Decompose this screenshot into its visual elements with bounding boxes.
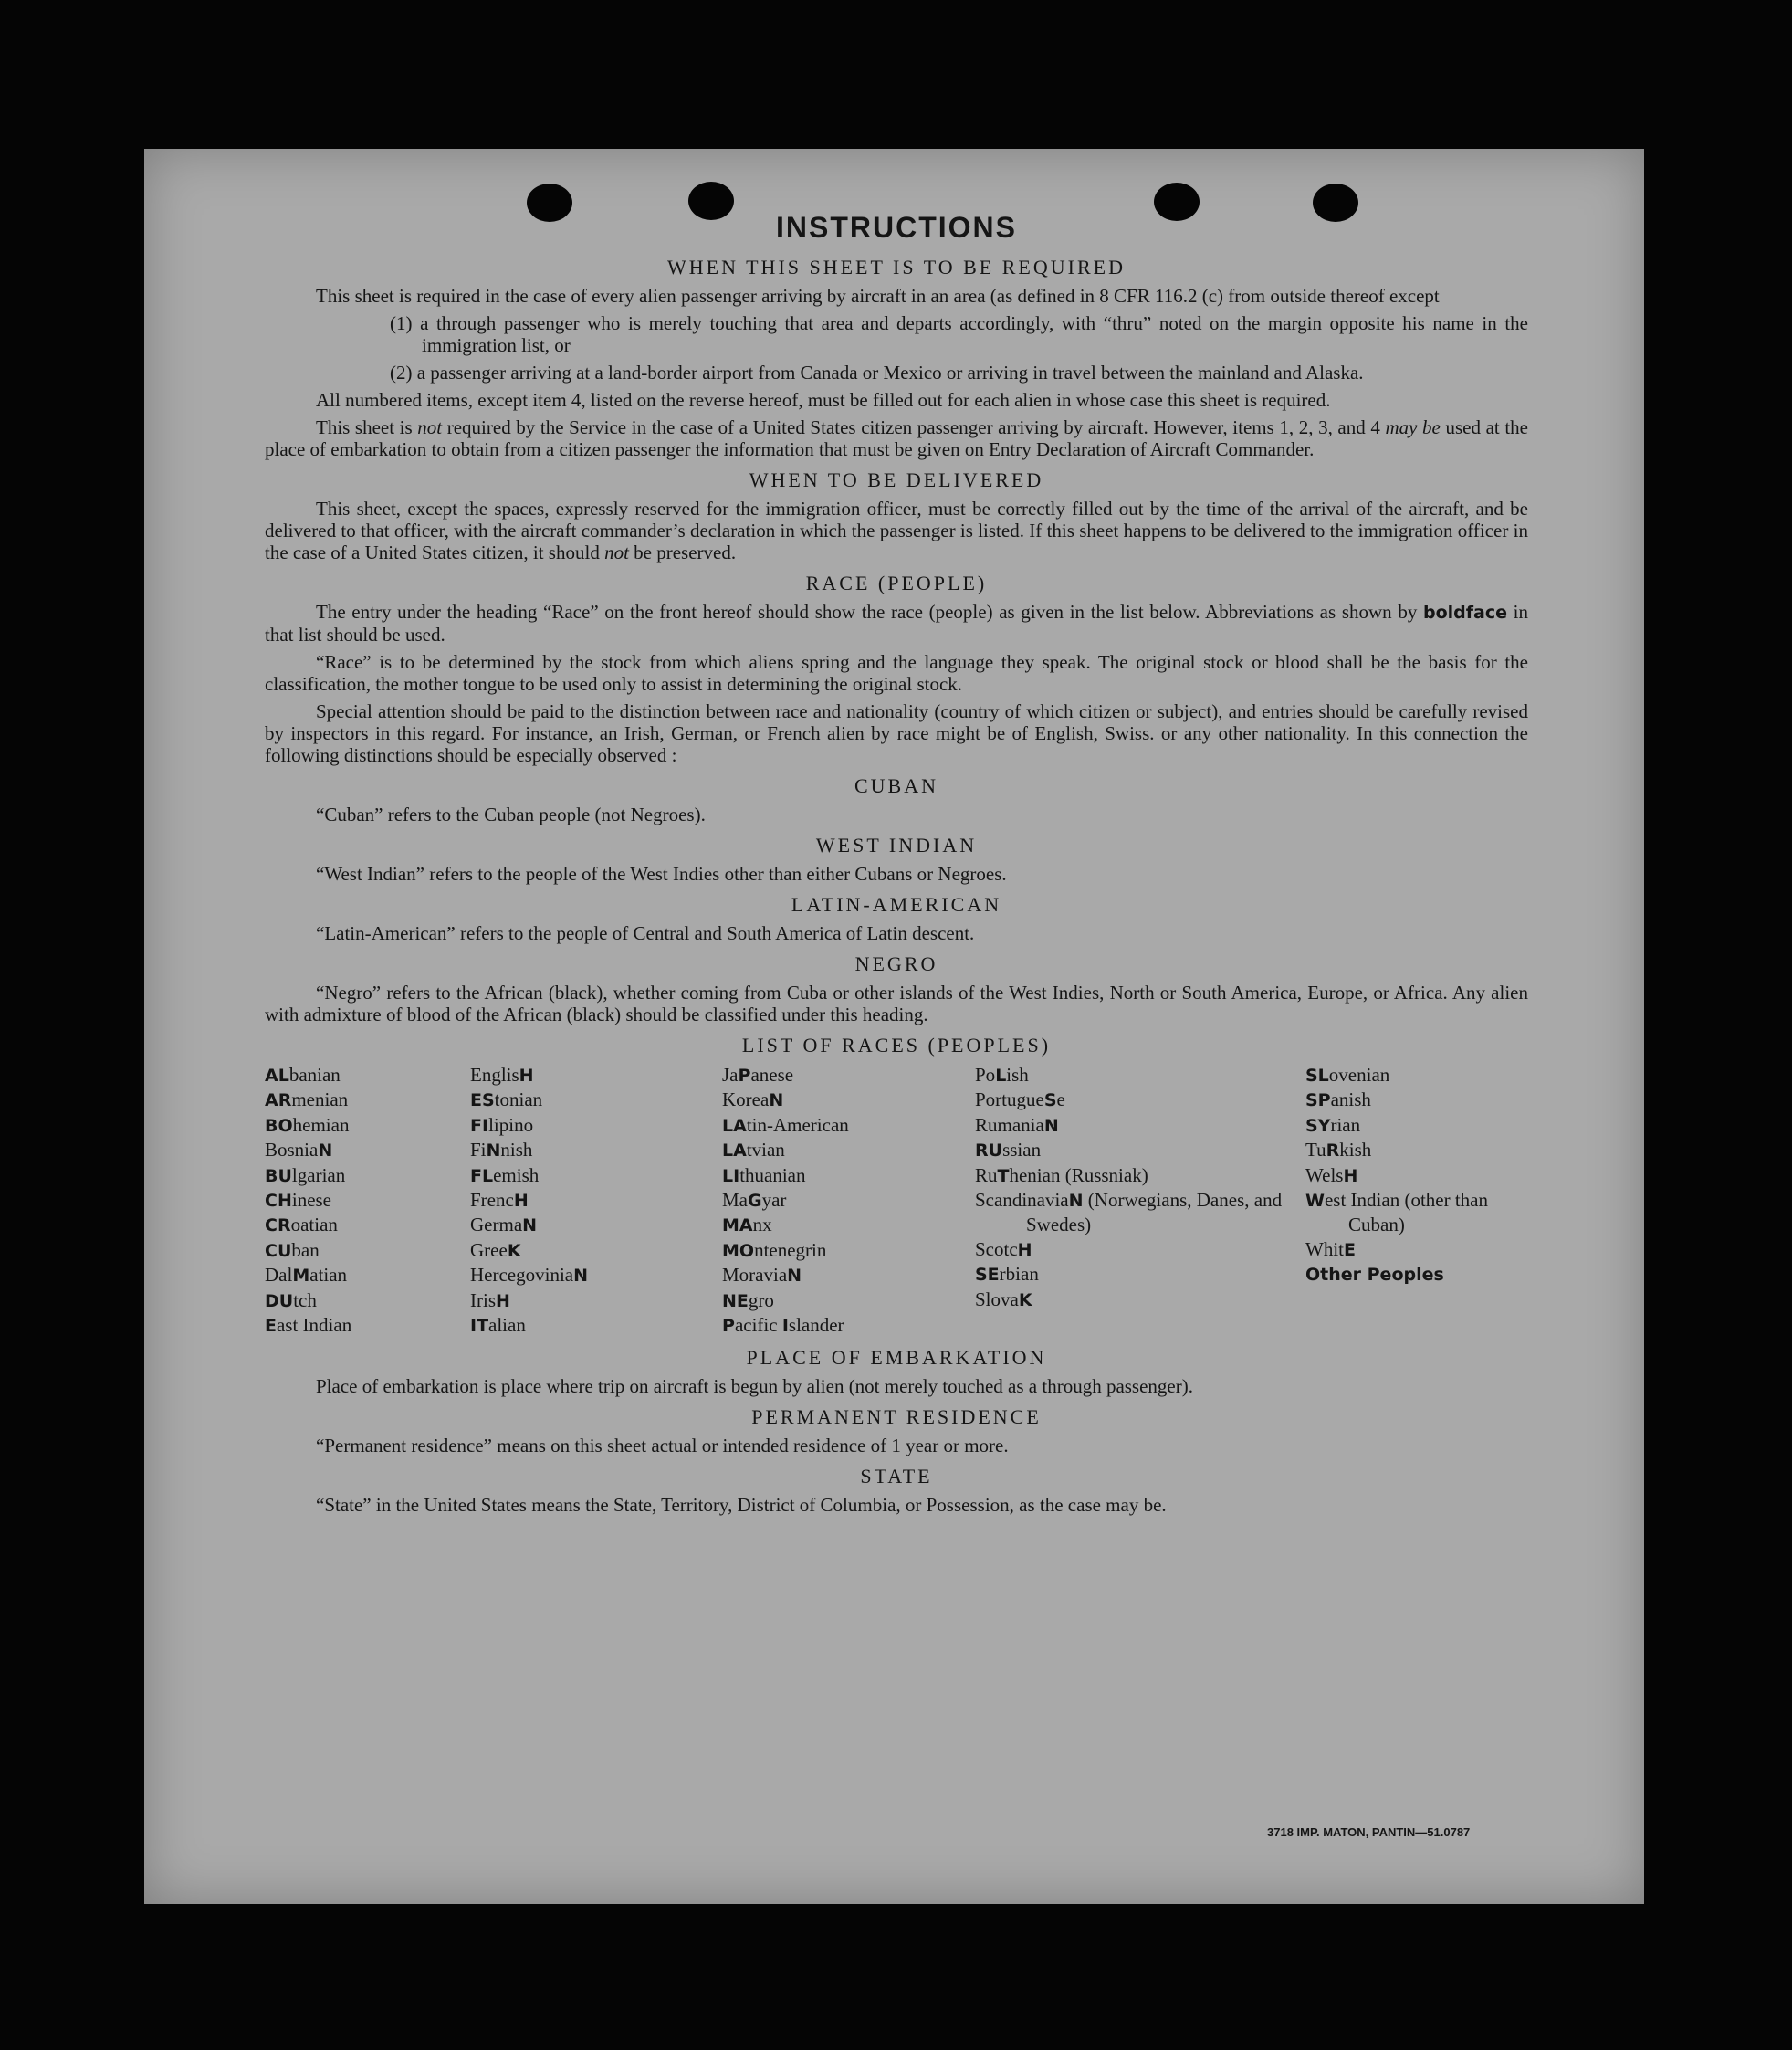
race-entry: IrisH	[470, 1288, 510, 1311]
race-entry: GermaN	[470, 1214, 538, 1236]
race-entry: MoraviaN	[722, 1264, 802, 1287]
page-title: INSTRUCTIONS	[776, 211, 1017, 244]
paragraph: “Cuban” refers to the Cuban people (not Negroes).	[316, 804, 706, 825]
section-heading: NEGRO	[854, 952, 938, 975]
races-column	[975, 1063, 1305, 1338]
race-entry: CHinese	[265, 1189, 332, 1212]
paragraph: “Latin-American” refers to the people of Central and South America of Latin descent.	[316, 922, 975, 944]
races-list	[265, 1063, 1528, 1338]
paragraph: This sheet, except the spaces, expressly reserved for the immigration officer, must be correctly filled out by the time of the arrival of the aircraft, and be delivered to that officer, with the aircraft commander’s declaration in which the passenger is listed. If this sheet happens to be delivered to the immigration officer in the case of a United States citizen, it should not be preserved.	[265, 498, 1528, 563]
paragraph: Place of embarkation is place where trip on aircraft is begun by alien (not merely touched as a through passenger).	[316, 1375, 1193, 1398]
race-entry: MaGyar	[722, 1189, 787, 1212]
race-entry: SYrian	[1305, 1113, 1361, 1136]
race-entry: GreeK	[470, 1238, 521, 1261]
paragraph: “Race” is to be determined by the stock from which aliens spring and the language they speak. The original stock or blood shall be the basis for the classification, the mother tongue to be used only to assist in determining the original stock.	[265, 651, 1528, 695]
section-heading: STATE	[860, 1465, 933, 1488]
race-entry: LIthuanian	[722, 1163, 806, 1186]
race-entry: FrencH	[470, 1189, 529, 1212]
race-entry: BUlgarian	[265, 1163, 346, 1186]
races-column	[722, 1063, 975, 1338]
race-entry: PortugueSe	[975, 1088, 1065, 1111]
race-entry: PoLish	[975, 1064, 1029, 1086]
races-column	[470, 1063, 722, 1338]
race-entry: MOntenegrin	[722, 1238, 827, 1261]
race-entry: SlovaK	[975, 1288, 1032, 1310]
race-entry: LAtin-American	[722, 1113, 849, 1136]
race-entry: FiNnish	[470, 1139, 533, 1162]
section-heading: CUBAN	[854, 774, 938, 797]
race-entry: SErbian	[975, 1263, 1039, 1286]
instructions-content	[265, 211, 1528, 1521]
race-entry: MAnx	[722, 1214, 772, 1236]
paragraph: The entry under the heading “Race” on the front hereof should show the race (people) as given in the list below. Abbreviations as shown by boldface in that list should be used.	[265, 601, 1528, 646]
race-entry: NEgro	[722, 1288, 774, 1311]
race-entry: RuThenian (Russniak)	[975, 1163, 1148, 1186]
race-entry: ARmenian	[265, 1088, 349, 1111]
race-entry: JaPanese	[722, 1064, 794, 1086]
section-heading: PLACE OF EMBARKATION	[746, 1346, 1047, 1370]
race-entry: West Indian (other than Cuban)	[1305, 1189, 1488, 1236]
list-item: (2) a passenger arriving at a land-border airport from Canada or Mexico or arriving in travel between the mainland and Alaska.	[390, 362, 1364, 384]
paragraph: Special attention should be paid to the distinction between race and nationality (country of which citizen or subject), and entries should be carefully revised by inspectors in this regard. For instance, an Irish, German, or French alien by race might be of English, Swiss. or any other nationality. In this connection the following distinctions should be especially observed :	[265, 700, 1528, 766]
paragraph: All numbered items, except item 4, listed on the reverse hereof, must be filled out for each alien in whose case this sheet is required.	[316, 389, 1331, 411]
paragraph: This sheet is not required by the Service in the case of a United States citizen passenger arriving by aircraft. However, items 1, 2, 3, and 4 may be used at the place of embarkation to obtain from a citizen passenger the information that must be given on Entry Declaration of Aircraft Commander.	[265, 416, 1528, 460]
race-entry: RumaniaN	[975, 1113, 1059, 1136]
paragraph: This sheet is required in the case of every alien passenger arriving by aircraft in an area (as defined in 8 CFR 116.2 (c) from outside thereof except	[316, 285, 1440, 307]
race-entry: ScandinaviaN (Norwegians, Danes, and Swedes)	[975, 1189, 1283, 1236]
race-entry: DUtch	[265, 1288, 317, 1311]
race-entry: FIlipino	[470, 1113, 534, 1136]
paragraph: “Negro” refers to the African (black), whether coming from Cuba or other islands of the West Indies, North or South America, Europe, or Africa. Any alien with admixture of blood of the African (black) should be classified under this heading.	[265, 982, 1528, 1025]
paragraph: “State” in the United States means the State, Territory, District of Columbia, or Possession, as the case may be.	[316, 1494, 1167, 1517]
race-entry: ScotcH	[975, 1237, 1032, 1260]
race-entry: DalMatian	[265, 1264, 348, 1287]
race-entry: HercegoviniaN	[470, 1264, 589, 1287]
race-entry: EStonian	[470, 1088, 543, 1111]
race-entry: TuRkish	[1305, 1139, 1372, 1162]
section-heading: WHEN TO BE DELIVERED	[749, 468, 1044, 491]
race-entry: WelsH	[1305, 1163, 1358, 1186]
race-entry: SPanish	[1305, 1088, 1371, 1111]
section-heading: RACE (PEOPLE)	[805, 572, 988, 594]
race-entry: FLemish	[470, 1163, 540, 1186]
races-column	[1305, 1063, 1528, 1338]
paragraph: “West Indian” refers to the people of the West Indies other than either Cubans or Negroes.	[316, 863, 1007, 885]
race-entry: BosniaN	[265, 1139, 333, 1162]
section-heading: WHEN THIS SHEET IS TO BE REQUIRED	[667, 256, 1126, 279]
races-column	[265, 1063, 470, 1338]
list-item: (1) a through passenger who is merely touching that area and departs accordingly, with “thru” noted on the margin opposite his name in the immigration list, or	[390, 312, 1528, 356]
race-entry: East Indian	[265, 1314, 352, 1337]
race-entry: KoreaN	[722, 1088, 784, 1111]
race-entry: SLovenian	[1305, 1064, 1390, 1086]
race-entry: LAtvian	[722, 1139, 785, 1162]
section-heading: LIST OF RACES (PEOPLES)	[741, 1034, 1052, 1057]
section-heading: PERMANENT RESIDENCE	[751, 1405, 1042, 1429]
race-entry: CRoatian	[265, 1214, 338, 1236]
race-entry: WhitE	[1305, 1237, 1356, 1260]
race-entry: CUban	[265, 1238, 320, 1261]
race-entry: Other Peoples	[1305, 1265, 1444, 1286]
print-footer: 3718 IMP. MATON, PANTIN—51.0787	[1267, 1825, 1471, 1839]
section-heading: WEST INDIAN	[815, 834, 978, 857]
race-entry: ITalian	[470, 1314, 526, 1337]
race-entry: ALbanian	[265, 1064, 341, 1086]
race-entry: EnglisH	[470, 1064, 534, 1086]
document-sheet	[144, 149, 1644, 1904]
section-heading: LATIN-AMERICAN	[791, 893, 1002, 916]
race-entry: RUssian	[975, 1139, 1042, 1162]
paragraph: “Permanent residence” means on this sheet actual or intended residence of 1 year or more.	[316, 1435, 1009, 1457]
race-entry: BOhemian	[265, 1113, 350, 1136]
race-entry: Pacific Islander	[722, 1314, 844, 1337]
